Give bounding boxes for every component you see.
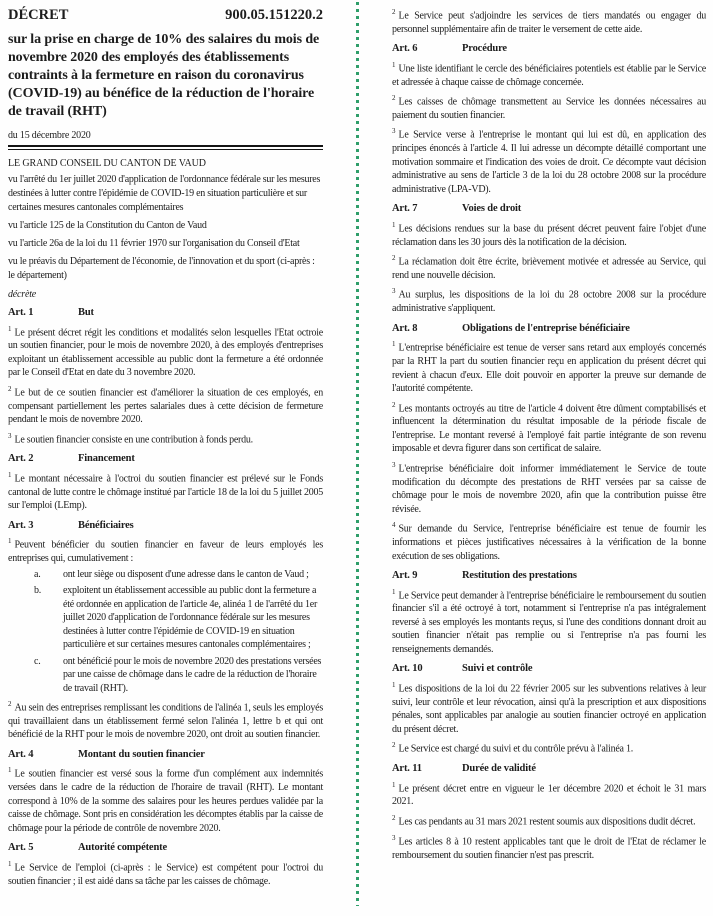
- paragraph-number: 2: [8, 384, 12, 393]
- article-title: Financement: [78, 453, 135, 465]
- document-header: [8, 6, 323, 24]
- paragraph: [8, 430, 323, 447]
- paragraph-number: 3: [392, 127, 396, 136]
- paragraph-text: L'entreprise bénéficiaire doit informer immédiatement le Service de toute modification du décompte des prestations de RHT versées par sa caisse de chômage pour le mois de novembre 2020, afin que la contribution puisse être révisée.: [392, 463, 706, 515]
- list-item-b: [8, 584, 323, 652]
- list-item-letter: c.: [34, 655, 41, 667]
- preamble-heading: LE GRAND CONSEIL DU CANTON DE VAUD: [8, 158, 206, 169]
- list-item-text: ont bénéficié pour le mois de novembre 2020 des prestations versées par une caisse de chômage dans le cadre de la réduction de l'horaire de travail (RHT).: [63, 655, 322, 694]
- list-item-text: ont leur siège ou disposent d'une adresse dans le canton de Vaud ;: [63, 568, 309, 580]
- article-title: Montant du soutien financier: [78, 748, 205, 760]
- article-number: Art. 6: [392, 43, 418, 55]
- article-heading-8: [392, 322, 706, 336]
- paragraph-number: 2: [392, 813, 396, 822]
- article-title: Suivi et contrôle: [462, 663, 533, 675]
- paragraph-text: Le Service verse à l'entreprise le montant qui lui est dû, en application des principes énoncés à l'article 4. Il lui adresse un décompte détaillé comportant une motivation sommaire et l'indication des voies de droit. Ce décompte vaut décision administrative au sens de l'article 3 de la loi du 28 octobre 2008 sur la procédure administrative (LPA-VD).: [392, 129, 706, 195]
- paragraph-number: 2: [8, 700, 12, 709]
- decree-date: du 15 décembre 2020: [8, 130, 91, 141]
- paragraph-text: Le Service peut demander à l'entreprise bénéficiaire le remboursement du soutien financier s'il a été octroyé à tort, notamment si l'entreprise n'a pas intégralement reversé à ses employés les montants reçus, si l'une des conditions donnant droit au soutien financier n'était pas remplie ou si l'entreprise n'a pas fourni les renseignements demandés.: [392, 589, 706, 655]
- paragraph: [392, 338, 706, 395]
- article-heading-10: [392, 662, 706, 676]
- paragraph: [392, 59, 706, 89]
- list-item-a: [8, 568, 323, 582]
- paragraph-number: 1: [392, 220, 396, 229]
- left-column: [8, 6, 323, 888]
- paragraph: [8, 469, 323, 513]
- list-item-letter: a.: [34, 568, 41, 580]
- paragraph: [392, 519, 706, 563]
- consideration-clause: vu l'arrêté du 1er juillet 2020 d'application de l'ordonnance fédérale sur les mesures destinées à lutter contre l'épidémie de COVID-19 en situation particulière et sur certaines mesures cantonales complémentaires: [8, 174, 321, 213]
- article-number: Art. 8: [392, 322, 418, 334]
- paragraph: [392, 739, 706, 756]
- paragraph-number: 1: [8, 324, 12, 333]
- paragraph: [392, 832, 706, 862]
- paragraph-number: 2: [392, 254, 396, 263]
- paragraph-text: Le présent décret entre en vigueur le 1er décembre 2020 et échoit le 31 mars 2021.: [392, 782, 706, 808]
- paragraph-text: Le but de ce soutien financier est d'améliorer la situation de ces employés, en compensant partiellement les pertes salariales dues à cette décision de fermeture pendant le mois de novembre 2020.: [8, 387, 323, 426]
- paragraph-number: 1: [8, 537, 12, 546]
- article-title: Restitution des prestations: [462, 570, 577, 582]
- paragraph-number: 1: [392, 60, 396, 69]
- paragraph-number: 3: [8, 431, 12, 440]
- article-title: Autorité compétente: [78, 842, 167, 854]
- paragraph-text: Une liste identifiant le cercle des bénéficiaires potentiels est établie par le Service et adressée à chaque caisse de chômage concernée.: [392, 63, 706, 88]
- article-heading-2: [8, 452, 323, 466]
- paragraph-text: Les montants octroyés au titre de l'article 4 doivent être dûment comptabilisés et influencent la détermination du résultat imposable de la période fiscale de l'entreprise. Le montant reversé à l'employé fait partie intégrante de son revenu imposable et devra figurer dans son certificat de salaire.: [392, 402, 706, 455]
- paragraph-number: 3: [392, 460, 396, 469]
- article-number: Art. 9: [392, 570, 418, 582]
- doc-number: 900.05.151220.2: [225, 7, 323, 23]
- article-heading-5: [8, 841, 323, 855]
- paragraph-text: L'entreprise bénéficiaire est tenue de verser sans retard aux employés concernés par la RHT la part du soutien financier reçu en application du présent décret qui revient à chacun d'eux. Elle doit pouvoir en apporter la preuve sur demande de l'autorité compétente.: [392, 342, 706, 395]
- article-heading-4: [8, 748, 323, 762]
- consideration-clause: vu l'article 26a de la loi du 11 février 1970 sur l'organisation du Conseil d'Etat: [8, 238, 300, 249]
- paragraph-text: Le montant nécessaire à l'octroi du soutien financier est prélevé sur le Fonds cantonal de lutte contre le chômage institué par l'article 18 de la loi du 5 juillet 2005 sur l'emploi (LEmp).: [8, 473, 323, 512]
- paragraph: [392, 6, 706, 36]
- paragraph-number: 1: [8, 859, 12, 868]
- paragraph-number: 1: [8, 766, 12, 775]
- right-column: [392, 6, 706, 862]
- paragraph: [392, 92, 706, 122]
- paragraph-number: 2: [392, 400, 396, 409]
- article-heading-6: [392, 42, 706, 56]
- consideration-clause: vu le préavis du Département de l'économie, de l'innovation et du sport (ci-après : le département): [8, 256, 315, 281]
- paragraph-number: 1: [392, 587, 396, 596]
- paragraph-text: Le Service est chargé du suivi et du contrôle prévu à l'alinéa 1.: [398, 743, 633, 755]
- paragraph: [392, 459, 706, 516]
- paragraph: [392, 219, 706, 249]
- article-number: Art. 3: [8, 519, 34, 531]
- paragraph-text: Les cas pendants au 31 mars 2021 restent soumis aux dispositions dudit décret.: [398, 816, 696, 828]
- list-item-letter: b.: [34, 585, 41, 597]
- paragraph-number: 1: [392, 340, 396, 349]
- article-number: Art. 10: [392, 663, 423, 675]
- list-item-c: [8, 655, 323, 696]
- article-heading-3: [8, 519, 323, 533]
- column-divider-dotted-line: [356, 2, 359, 906]
- paragraph-text: Les décisions rendues sur la base du présent décret peuvent faire l'objet d'une réclamation dans les 30 jours dès la notification de la décision.: [392, 223, 706, 248]
- article-number: Art. 4: [8, 748, 34, 760]
- article-number: Art. 5: [8, 842, 34, 854]
- paragraph: [8, 764, 323, 835]
- paragraph-text: Le Service peut s'adjoindre les services de tiers mandatés ou engager du personnel supplémentaire afin de traiter le versement de cette aide.: [392, 10, 706, 35]
- article-heading-7: [392, 202, 706, 216]
- paragraph: [8, 323, 323, 380]
- article-title: Obligations de l'entreprise bénéficiaire: [462, 322, 630, 334]
- paragraph-number: 2: [392, 94, 396, 103]
- article-title: Procédure: [462, 43, 507, 55]
- paragraph: [8, 383, 323, 427]
- paragraph-text: Les dispositions de la loi du 22 février 2005 sur les subventions relatives à leur suivi, leur contrôle et leur révocation, ainsi qu'à la prescription et aux dispositions pénales, sont applicables par analogie au soutien financier octroyé en application du présent décret.: [392, 683, 706, 735]
- document-title: sur la prise en charge de 10% des salaires du mois de novembre 2020 des employés des établissements contraints à la fermeture en raison du coronavirus (COVID-19) au bénéfice de la réduction de l'horaire de travail (RHT): [8, 32, 320, 119]
- paragraph-number: 4: [392, 521, 396, 530]
- article-number: Art. 1: [8, 307, 34, 318]
- paragraph: [392, 586, 706, 657]
- paragraph-text: Le Service de l'emploi (ci-après : le Service) est compétent pour l'octroi du soutien financier ; il est aidé dans sa tâche par les caisses de chômage.: [8, 862, 323, 887]
- paragraph-number: 3: [392, 833, 396, 842]
- article-heading-1: [8, 306, 323, 320]
- article-title: But: [78, 307, 94, 318]
- paragraph-number: 1: [392, 680, 396, 689]
- paragraph-text: La réclamation doit être écrite, brièvement motivée et adressée au Service, qui rend une nouvelle décision.: [392, 256, 706, 281]
- paragraph: [392, 125, 706, 196]
- paragraph-text: Les caisses de chômage transmettent au Service les données nécessaires au paiement du soutien financier.: [392, 96, 706, 121]
- list-item-text: exploitent un établissement accessible au public dont la fermeture a été ordonnée en application de l'article 4e, alinéa 1 de l'arrêté du 1er juillet 2020 d'application de l'ordonnance fédérale sur les mesures destinées à lutter contre l'épidémie de COVID-19 en situation particulière et sur certaines mesures cantonales complémentaires ;: [63, 585, 318, 651]
- paragraph-text: Au surplus, les dispositions de la loi du 28 octobre 2008 sur la procédure administrative s'appliquent.: [392, 289, 706, 315]
- paragraph-number: 2: [392, 741, 396, 750]
- enacting-word: décrète: [8, 289, 37, 300]
- article-title: Bénéficiaires: [78, 519, 134, 531]
- paragraph: [392, 399, 706, 456]
- article-title: Durée de validité: [462, 763, 536, 775]
- paragraph-number: 3: [392, 287, 396, 296]
- consideration-clause: vu l'article 125 de la Constitution du Canton de Vaud: [8, 220, 207, 231]
- paragraph-text: Le présent décret régit les conditions et modalités selon lesquelles l'Etat octroie un soutien financier, pour le mois de novembre 2020, à des employés d'entreprises exploitant un établissement accessible au public dont la fermeture a été ordonnée par le Conseil d'Etat en date du 3 novembre 2020.: [8, 326, 323, 379]
- paragraph: [392, 779, 706, 809]
- article-title: Voies de droit: [462, 203, 522, 215]
- paragraph-number: 2: [392, 8, 396, 16]
- paragraph: [392, 285, 706, 315]
- paragraph-number: 1: [392, 780, 396, 789]
- doc-type-label: DÉCRET: [8, 7, 69, 23]
- paragraph-text: Au sein des entreprises remplissant les conditions de l'alinéa 1, seuls les employés qui travaillaient dans un établissement fermé selon l'alinéa 1, lettre b et qui ont bénéficié de la RHT pour le mois de novembre 2020, ont droit au soutien financier.: [8, 702, 323, 741]
- article-heading-11: [392, 762, 706, 776]
- title-separator-rule: [8, 145, 323, 150]
- paragraph-text: Les articles 8 à 10 restent applicables tant que le droit de l'Etat de réclamer le remboursement du soutien financier n'est pas prescrit.: [392, 836, 706, 861]
- article-number: Art. 2: [8, 453, 34, 465]
- paragraph: [8, 698, 323, 742]
- paragraph: [8, 858, 323, 888]
- article-number: Art. 7: [392, 203, 418, 215]
- paragraph-text: Peuvent bénéficier du soutien financier en faveur de leurs employés les entreprises qui, cumulativement :: [8, 539, 323, 565]
- paragraph-text: Sur demande du Service, l'entreprise bénéficiaire est tenue de fournir les informations et pièces justificatives nécessaires à la vérification de la bonne exécution de ses obligations.: [392, 523, 706, 562]
- paragraph: [392, 812, 706, 829]
- paragraph: [392, 679, 706, 736]
- paragraph-text: Le soutien financier est versé sous la forme d'un complément aux indemnités versées dans le cadre de la réduction de l'horaire de travail (RHT). Le montant correspond à 10% de la somme des salaires pour les heures perdues validée par la caisse de chômage. Sont pris en considération les décomptes établis par la caisse de chômage pour la période de contrôle de novembre 2020.: [8, 768, 323, 834]
- article-heading-9: [392, 569, 706, 583]
- paragraph-number: 1: [8, 470, 12, 479]
- paragraph: [8, 535, 323, 565]
- article-number: Art. 11: [392, 763, 422, 775]
- paragraph-text: Le soutien financier consiste en une contribution à fonds perdu.: [14, 433, 253, 445]
- paragraph: [392, 252, 706, 282]
